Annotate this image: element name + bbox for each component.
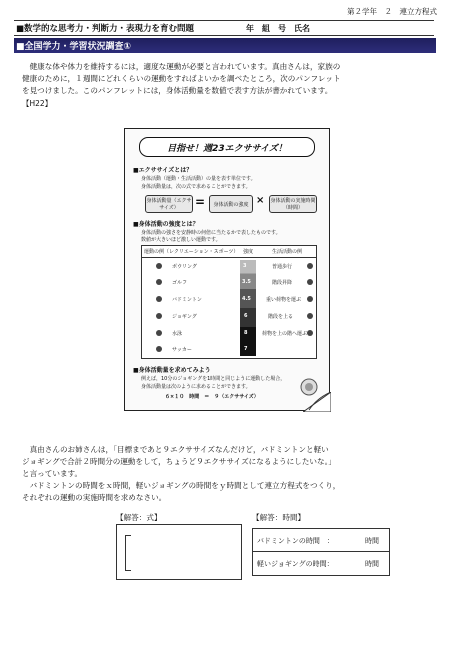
source-tag: 【H22】 [22,99,53,108]
table-row-right: 階段を上る [268,314,294,320]
intensity-gradient-bar [240,260,256,356]
pamphlet-section-heading: ■身体活動の強度とは？ [133,221,199,228]
table-row-right: 重い荷物を運ぶ [266,297,302,303]
jogging-time-unit: 時間 [365,560,379,568]
table-row-right: 荷物を上の階へ運ぶ [262,331,308,337]
pamphlet-text: 例えば，10分のジョギングを1時間と同じように運動した場合， [141,376,286,382]
table-row-intensity: 6 [244,313,248,319]
answer-divider [253,551,389,552]
pamphlet-section-heading: ■エクササイズとは？ [133,167,193,174]
pamphlet-text: 身体活動の強さを安静時の何倍に当たるかで表したものです。 [141,230,281,236]
pamphlet-text: 数値が大きいほど激しい運動です。 [141,237,221,243]
activity-figures-icon [304,260,316,356]
question-line: と言っています。 [22,469,83,478]
table-row-left: サッカー [172,347,192,353]
grade-unit-label: 第２学年 ２ 連立方程式 [347,7,437,16]
formula-activity-box: 身体活動量（エクササイズ） [145,195,193,213]
intensity-table [141,245,317,359]
intro-line: 健康のために，１週間にどれくらいの運動をすればよいかを調べたところ，次のパンフレット [22,74,341,83]
table-header: 生活活動の例 [271,249,302,255]
answer-formula-box[interactable] [116,524,242,580]
answer-time-box [252,528,390,576]
question-paragraph [22,444,434,504]
answer-time-label: 【解答：時間】 [252,513,306,522]
pamphlet-section-heading: ■身体活動量を求めてみよう [133,367,211,374]
table-row-left: ジョギング [172,314,197,320]
formula-intensity-box: 身体活動の強度 [209,195,253,213]
table-row-left: ゴルフ [172,280,188,286]
table-row-intensity: 8 [244,330,248,336]
pamphlet-title: 目指せ！週23エクササイズ！ [139,137,315,157]
pamphlet-text: 身体活動量は次のように求めることができます。 [141,384,251,390]
intro-line: を見つけました。このパンフレットには，身体活動量を数値で表す方法が書かれています。 [22,86,333,95]
pamphlet-text: 身体活動量は，次の式で求めることができます。 [141,184,251,190]
table-row-intensity: 7 [244,346,248,352]
problem-title: ■数学的な思考力・判断力・表現力を育む問題 [16,24,195,34]
question-line: それぞれの運動の実施時間を求めなさい。 [22,493,167,502]
page-curl-icon [303,392,331,412]
question-line: バドミントンの時間をｘ時間，軽いジョギングの時間をｙ時間として連立方程式をつくり， [22,481,341,490]
jogging-time-label: 軽いジョギングの時間： [257,560,334,568]
pamphlet [124,128,330,411]
activity-figures-icon [150,260,168,356]
formula-equals: = [195,195,206,209]
table-row-intensity: 4.5 [242,296,251,302]
system-brace [125,535,131,571]
answer-formula-label: 【解答：式】 [116,513,162,522]
question-line: 真由さんのお姉さんは，「目標まであと９エクササイズなんだけど，バドミントンと軽い [22,445,329,454]
badminton-time-label: バドミントンの時間 ： [257,537,334,545]
formula-times: × [256,195,265,206]
table-row-right: 階段昇降 [272,280,293,286]
intro-paragraph [22,61,434,97]
table-header: 強度 [242,249,253,255]
name-fields: 年 組 号 氏名 [246,23,310,33]
badminton-time-unit: 時間 [365,537,379,545]
intro-line: 健康な体や体力を維持するには，適度な運動が必要と言われています。真由さんは，家族の [22,62,341,71]
table-row-intensity: 3.5 [242,279,251,285]
table-divider [142,257,316,258]
table-row-left: バドミントン [172,297,202,303]
survey-banner: ■全国学力・学習状況調査① [14,38,436,53]
pamphlet-calc: ６×１０ 時間 ＝ ９（エクササイズ） [165,394,259,400]
table-row-intensity: 3 [243,263,247,269]
table-header: 運動の例（レクリエーション・スポーツ） [144,249,239,255]
question-line: ジョギングで合計２時間分の運動をして，ちょうど９エクササイズになるようにしたいな。」 [22,457,336,466]
problem-title-bar [14,20,434,36]
table-row-left: ボウリング [172,264,197,270]
pamphlet-text: 身体活動（運動・生活活動）の量を表す単位です。 [141,176,256,182]
formula-duration-box: 身体活動の実施時間（時間） [269,195,317,213]
table-row-left: 水泳 [172,331,183,337]
table-row-right: 普通歩行 [272,264,293,270]
